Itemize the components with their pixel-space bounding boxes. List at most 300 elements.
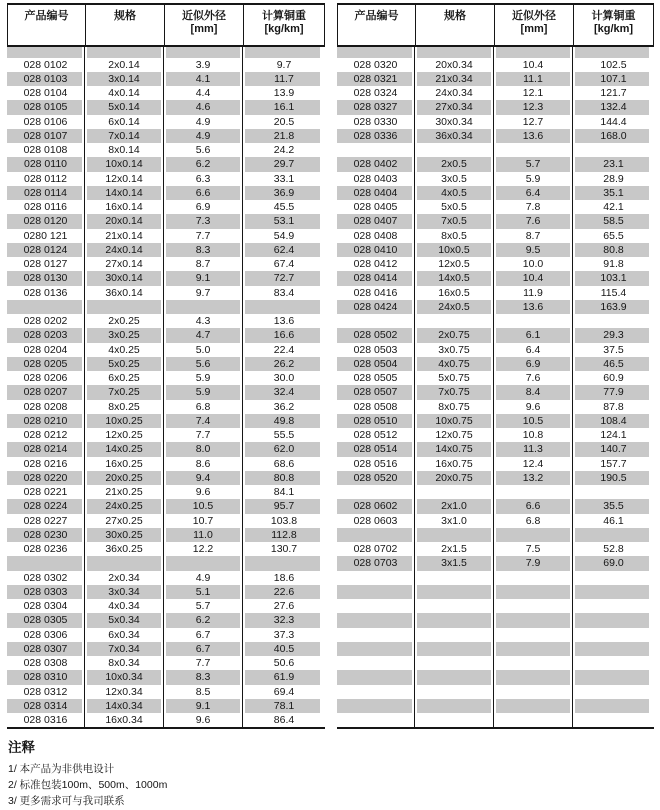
diameter-cell: 9.4 (164, 471, 243, 485)
diameter-cell: 6.6 (494, 499, 573, 513)
spec-cell: 7x0.34 (85, 642, 164, 656)
spec-cell (415, 642, 494, 656)
copper-weight-cell (573, 685, 654, 699)
col-header-unit: [kg/km] (264, 23, 304, 35)
product-no-cell: 028 0410 (337, 243, 415, 257)
table-row (7, 642, 325, 656)
product-no-cell: 028 0136 (7, 286, 85, 300)
copper-weight-cell: 42.1 (603, 201, 624, 213)
table-row (7, 385, 325, 399)
spec-table-right (337, 3, 654, 729)
separator-row (7, 300, 325, 314)
table-row (337, 72, 654, 86)
spec-cell: 10x0.75 (415, 414, 494, 428)
product-no-cell: 028 0404 (337, 186, 415, 200)
product-no-cell: 028 0702 (337, 542, 415, 556)
product-no-cell: 028 0405 (337, 200, 415, 214)
diameter-cell (494, 314, 573, 328)
product-no-cell: 028 0205 (7, 357, 85, 371)
copper-weight-cell: 68.6 (273, 457, 295, 470)
product-no-cell: 028 0510 (337, 414, 415, 428)
spec-cell: 14x0.5 (415, 271, 494, 285)
diameter-cell: 9.6 (164, 713, 243, 727)
copper-weight-cell: 29.7 (243, 157, 325, 171)
product-no-cell (337, 485, 415, 499)
col-header-label: 产品编号 (354, 10, 399, 22)
copper-weight-cell: 163.9 (573, 300, 654, 314)
col-header-product-no (8, 5, 86, 45)
diameter-cell: 7.3 (164, 214, 243, 228)
table-row (7, 157, 325, 171)
product-no-cell: 028 0304 (7, 599, 85, 613)
spec-cell: 14x0.75 (415, 442, 494, 456)
spec-cell: 10x0.5 (415, 243, 494, 257)
spec-cell: 2x0.25 (85, 314, 164, 328)
diameter-cell: 6.9 (494, 357, 573, 371)
diameter-cell: 10.4 (494, 271, 573, 285)
table-row (7, 72, 325, 86)
diameter-cell: 4.3 (164, 314, 243, 328)
product-no-cell (7, 556, 85, 570)
diameter-cell: 10.0 (494, 257, 573, 271)
product-no-cell: 028 0108 (7, 143, 85, 157)
table-body (7, 47, 325, 729)
table-row (7, 328, 325, 342)
diameter-cell: 12.2 (164, 542, 243, 556)
diameter-cell: 9.6 (494, 400, 573, 414)
spec-cell (415, 699, 494, 713)
spec-cell: 6x0.25 (85, 371, 164, 385)
spec-cell: 27x0.14 (85, 257, 164, 271)
diameter-cell: 4.6 (164, 100, 243, 114)
table-row (337, 499, 654, 513)
copper-weight-cell (573, 571, 654, 585)
table-row (7, 371, 325, 385)
table-row (337, 442, 654, 456)
spec-cell (415, 47, 494, 58)
copper-weight-cell: 53.1 (243, 214, 325, 228)
diameter-cell: 10.8 (494, 428, 573, 442)
diameter-cell: 4.1 (164, 72, 243, 86)
diameter-cell: 9.1 (164, 699, 243, 713)
spec-cell: 4x0.25 (85, 343, 164, 357)
spec-cell: 20x0.75 (415, 471, 494, 485)
product-no-cell: 028 0127 (7, 257, 85, 271)
product-no-cell: 028 0206 (7, 371, 85, 385)
note-line: 3/ 更多需求可与我司联系 (8, 795, 125, 807)
spec-cell: 3x0.25 (85, 328, 164, 342)
product-no-cell: 028 0104 (7, 86, 85, 100)
separator-row (337, 685, 654, 699)
product-no-cell (337, 585, 415, 599)
col-header-label: 近似外径 (512, 10, 556, 22)
spec-cell: 4x0.14 (85, 86, 164, 100)
diameter-cell: 5.9 (164, 371, 243, 385)
table-row (7, 343, 325, 357)
diameter-cell: 5.9 (164, 385, 243, 399)
diameter-cell: 8.6 (164, 457, 243, 471)
table-row (337, 400, 654, 414)
copper-weight-cell: 60.9 (603, 372, 624, 384)
copper-weight-cell: 67.4 (273, 258, 295, 270)
spec-cell: 2x0.75 (415, 328, 494, 342)
product-no-cell: 028 0227 (7, 514, 85, 528)
table-row (337, 328, 654, 342)
copper-weight-cell: 37.5 (603, 343, 624, 356)
table-row (7, 471, 325, 485)
copper-weight-cell: 72.7 (243, 271, 325, 285)
spec-cell: 20x0.34 (415, 58, 494, 72)
product-no-cell (337, 613, 415, 627)
product-no-cell (337, 685, 415, 699)
product-no-cell: 028 0424 (337, 300, 415, 314)
copper-weight-cell (573, 613, 654, 627)
diameter-cell: 8.3 (164, 670, 243, 684)
product-no-cell: 028 0120 (7, 214, 85, 228)
spec-cell: 36x0.25 (85, 542, 164, 556)
diameter-cell (494, 485, 573, 499)
product-no-cell: 028 0516 (337, 457, 415, 471)
table-row (337, 371, 654, 385)
table-row (7, 115, 325, 129)
separator-row (337, 642, 654, 656)
table-row (337, 514, 654, 528)
product-no-cell (337, 47, 415, 58)
diameter-cell (494, 599, 573, 613)
copper-weight-cell: 50.6 (273, 657, 295, 669)
copper-weight-cell: 61.9 (243, 670, 325, 684)
table-row (7, 143, 325, 157)
table-row (7, 58, 325, 72)
spec-cell (415, 656, 494, 670)
product-no-cell (337, 599, 415, 613)
table-row (337, 271, 654, 285)
table-row (7, 257, 325, 271)
copper-weight-cell: 45.5 (273, 201, 295, 213)
spec-cell (415, 314, 494, 328)
separator-row (337, 628, 654, 642)
product-no-cell (7, 47, 85, 58)
product-no-cell: 028 0512 (337, 428, 415, 442)
copper-weight-cell: 36.9 (243, 186, 325, 200)
notes-title: 注释 (8, 740, 35, 755)
copper-weight-cell: 84.1 (273, 486, 295, 498)
separator-row (337, 571, 654, 585)
spec-cell: 5x0.75 (415, 371, 494, 385)
product-no-cell: 028 0204 (7, 343, 85, 357)
copper-weight-cell: 168.0 (573, 129, 654, 143)
diameter-cell: 5.6 (164, 357, 243, 371)
product-no-cell: 028 0208 (7, 400, 85, 414)
table-row (337, 214, 654, 228)
diameter-cell: 5.7 (164, 599, 243, 613)
diameter-cell: 7.4 (164, 414, 243, 428)
table-row (337, 286, 654, 300)
separator-row (337, 143, 654, 157)
table-row (7, 100, 325, 114)
col-header-label: 规格 (114, 10, 136, 22)
table-row (337, 157, 654, 171)
spec-cell: 24x0.34 (415, 86, 494, 100)
col-header-unit: [kg/km] (593, 23, 634, 35)
product-no-cell: 028 0520 (337, 471, 415, 485)
diameter-cell: 9.6 (164, 485, 243, 499)
copper-weight-cell: 77.9 (573, 385, 654, 399)
copper-weight-cell: 108.4 (573, 414, 654, 428)
product-no-cell: 028 0236 (7, 542, 85, 556)
diameter-cell: 4.9 (164, 129, 243, 143)
diameter-cell: 3.9 (164, 58, 243, 72)
spec-cell: 12x0.14 (85, 172, 164, 186)
table-row (337, 556, 654, 570)
diameter-cell: 5.7 (494, 157, 573, 171)
copper-weight-cell: 62.0 (243, 442, 325, 456)
copper-weight-cell: 35.5 (573, 499, 654, 513)
diameter-cell: 6.2 (164, 157, 243, 171)
diameter-cell (494, 47, 573, 58)
copper-weight-cell: 54.9 (273, 229, 295, 242)
spec-cell: 7x0.5 (415, 214, 494, 228)
copper-weight-cell: 65.5 (603, 229, 624, 242)
table-row (7, 200, 325, 214)
spec-cell: 10x0.14 (85, 157, 164, 171)
product-no-cell: 028 0327 (337, 100, 415, 114)
spec-cell: 8x0.14 (85, 143, 164, 157)
table-row (337, 100, 654, 114)
table-row (337, 343, 654, 357)
copper-weight-cell: 29.3 (573, 328, 654, 342)
diameter-cell: 4.7 (164, 328, 243, 342)
table-row (7, 271, 325, 285)
spec-cell (415, 485, 494, 499)
copper-weight-cell (573, 628, 654, 642)
copper-weight-cell: 13.6 (273, 315, 295, 327)
table-row (7, 628, 325, 642)
product-no-cell: 028 0130 (7, 271, 85, 285)
copper-weight-cell: 37.3 (273, 628, 295, 641)
copper-weight-cell: 26.2 (243, 357, 325, 371)
diameter-cell: 10.5 (494, 414, 573, 428)
copper-weight-cell: 27.6 (273, 600, 295, 612)
spec-cell: 2x1.0 (415, 499, 494, 513)
copper-weight-cell: 36.2 (273, 400, 295, 413)
table-row (7, 685, 325, 699)
spec-cell: 16x0.34 (85, 713, 164, 727)
diameter-cell: 5.9 (494, 172, 573, 186)
copper-weight-cell: 30.0 (273, 372, 295, 384)
spec-cell: 16x0.5 (415, 286, 494, 300)
spec-cell: 5x0.5 (415, 200, 494, 214)
diameter-cell: 10.5 (164, 499, 243, 513)
copper-weight-cell: 91.8 (603, 258, 624, 270)
copper-weight-cell (573, 314, 654, 328)
copper-weight-cell: 16.1 (243, 100, 325, 114)
spec-cell: 21x0.14 (85, 229, 164, 243)
diameter-cell: 6.8 (494, 514, 573, 528)
copper-weight-cell: 49.8 (243, 414, 325, 428)
note-line: 2/ 标准包装100m、500m、1000m (8, 779, 168, 791)
copper-weight-cell: 78.1 (243, 699, 325, 713)
diameter-cell (494, 571, 573, 585)
diameter-cell: 13.6 (494, 129, 573, 143)
copper-weight-cell: 55.5 (273, 429, 295, 441)
copper-weight-cell: 124.1 (600, 429, 627, 441)
product-no-cell: 028 0402 (337, 157, 415, 171)
table-row (7, 542, 325, 556)
diameter-cell: 6.3 (164, 172, 243, 186)
diameter-cell: 6.6 (164, 186, 243, 200)
copper-weight-cell: 13.9 (273, 87, 295, 99)
separator-row (337, 528, 654, 542)
table-row (7, 172, 325, 186)
copper-weight-cell: 24.2 (273, 144, 295, 156)
copper-weight-cell: 20.5 (273, 115, 295, 128)
copper-weight-cell: 107.1 (573, 72, 654, 86)
copper-weight-cell: 32.4 (243, 385, 325, 399)
col-header-outer-diameter (495, 5, 574, 45)
copper-weight-cell: 9.7 (276, 58, 292, 71)
diameter-cell (164, 556, 243, 570)
diameter-cell: 6.8 (164, 400, 243, 414)
spec-cell: 12x0.5 (415, 257, 494, 271)
product-no-cell: 028 0305 (7, 613, 85, 627)
product-no-cell: 028 0703 (337, 556, 415, 570)
notes-section (8, 736, 167, 809)
spec-cell: 3x1.5 (415, 556, 494, 570)
spec-cell: 4x0.34 (85, 599, 164, 613)
product-no-cell (337, 628, 415, 642)
diameter-cell: 5.1 (164, 585, 243, 599)
product-no-cell: 028 0220 (7, 471, 85, 485)
separator-row (7, 556, 325, 570)
separator-row (337, 613, 654, 627)
spec-cell: 14x0.25 (85, 442, 164, 456)
copper-weight-cell: 102.5 (600, 58, 627, 71)
spec-cell: 8x0.75 (415, 400, 494, 414)
spec-cell: 30x0.14 (85, 271, 164, 285)
spec-cell: 7x0.25 (85, 385, 164, 399)
separator-row (337, 670, 654, 684)
spec-cell: 21x0.34 (415, 72, 494, 86)
copper-weight-cell (573, 143, 654, 157)
spec-cell: 16x0.14 (85, 200, 164, 214)
diameter-cell: 9.5 (494, 243, 573, 257)
table-row (337, 471, 654, 485)
diameter-cell (164, 47, 243, 58)
copper-weight-cell (573, 485, 654, 499)
table-row (7, 229, 325, 243)
spec-cell: 24x0.5 (415, 300, 494, 314)
product-no-cell: 028 0210 (7, 414, 85, 428)
spec-cell: 27x0.25 (85, 514, 164, 528)
spec-cell: 5x0.25 (85, 357, 164, 371)
table-row (7, 400, 325, 414)
product-no-cell: 028 0107 (7, 129, 85, 143)
spec-cell: 6x0.14 (85, 115, 164, 129)
copper-weight-cell (573, 599, 654, 613)
table-row (7, 713, 325, 727)
table-row (7, 243, 325, 257)
copper-weight-cell: 16.6 (243, 328, 325, 342)
copper-weight-cell: 32.3 (243, 613, 325, 627)
product-no-cell: 028 0408 (337, 229, 415, 243)
col-header-label: 近似外径 (182, 10, 226, 22)
product-no-cell: 028 0203 (7, 328, 85, 342)
spec-cell: 36x0.34 (415, 129, 494, 143)
product-no-cell: 028 0114 (7, 186, 85, 200)
spec-cell: 12x0.34 (85, 685, 164, 699)
product-no-cell: 028 0514 (337, 442, 415, 456)
copper-weight-cell (573, 642, 654, 656)
spec-cell (415, 613, 494, 627)
product-no-cell: 028 0503 (337, 343, 415, 357)
table-row (7, 457, 325, 471)
product-no-cell: 028 0308 (7, 656, 85, 670)
table-row (337, 186, 654, 200)
product-no-cell: 028 0312 (7, 685, 85, 699)
copper-weight-cell: 40.5 (243, 642, 325, 656)
diameter-cell: 6.9 (164, 200, 243, 214)
product-no-cell: 028 0602 (337, 499, 415, 513)
table-row (7, 571, 325, 585)
table-row (7, 314, 325, 328)
table-row (7, 129, 325, 143)
product-no-cell: 028 0507 (337, 385, 415, 399)
table-row (337, 357, 654, 371)
diameter-cell: 11.9 (494, 286, 573, 300)
product-no-cell: 028 0336 (337, 129, 415, 143)
col-header-copper-weight (244, 5, 325, 45)
spec-cell: 14x0.14 (85, 186, 164, 200)
copper-weight-cell (573, 47, 654, 58)
table-row (7, 499, 325, 513)
product-no-cell: 028 0212 (7, 428, 85, 442)
diameter-cell: 7.6 (494, 214, 573, 228)
spec-cell (415, 628, 494, 642)
table-row (337, 115, 654, 129)
table-row (7, 514, 325, 528)
copper-weight-cell: 103.1 (573, 271, 654, 285)
copper-weight-cell: 144.4 (600, 115, 627, 128)
product-no-cell (7, 300, 85, 314)
copper-weight-cell: 140.7 (573, 442, 654, 456)
spec-cell: 2x1.5 (415, 542, 494, 556)
copper-weight-cell: 58.5 (573, 214, 654, 228)
spec-cell: 2x0.14 (85, 58, 164, 72)
spec-cell: 6x0.34 (85, 628, 164, 642)
product-no-cell: 028 0214 (7, 442, 85, 456)
product-no-cell: 028 0307 (7, 642, 85, 656)
copper-weight-cell: 80.8 (573, 243, 654, 257)
spec-cell (415, 143, 494, 157)
diameter-cell: 11.0 (164, 528, 243, 542)
col-header-outer-diameter (165, 5, 244, 45)
copper-weight-cell: 52.8 (603, 543, 624, 555)
spec-cell: 14x0.34 (85, 699, 164, 713)
spec-cell: 21x0.25 (85, 485, 164, 499)
copper-weight-cell: 69.4 (273, 685, 295, 698)
separator-row (337, 47, 654, 58)
product-no-cell (337, 713, 415, 727)
diameter-cell: 7.7 (164, 229, 243, 243)
copper-weight-cell (573, 713, 654, 727)
table-row (7, 286, 325, 300)
product-no-cell (337, 670, 415, 684)
product-no-cell: 028 0112 (7, 172, 85, 186)
copper-weight-cell: 80.8 (243, 471, 325, 485)
spec-cell: 36x0.14 (85, 286, 164, 300)
spec-cell (415, 685, 494, 699)
